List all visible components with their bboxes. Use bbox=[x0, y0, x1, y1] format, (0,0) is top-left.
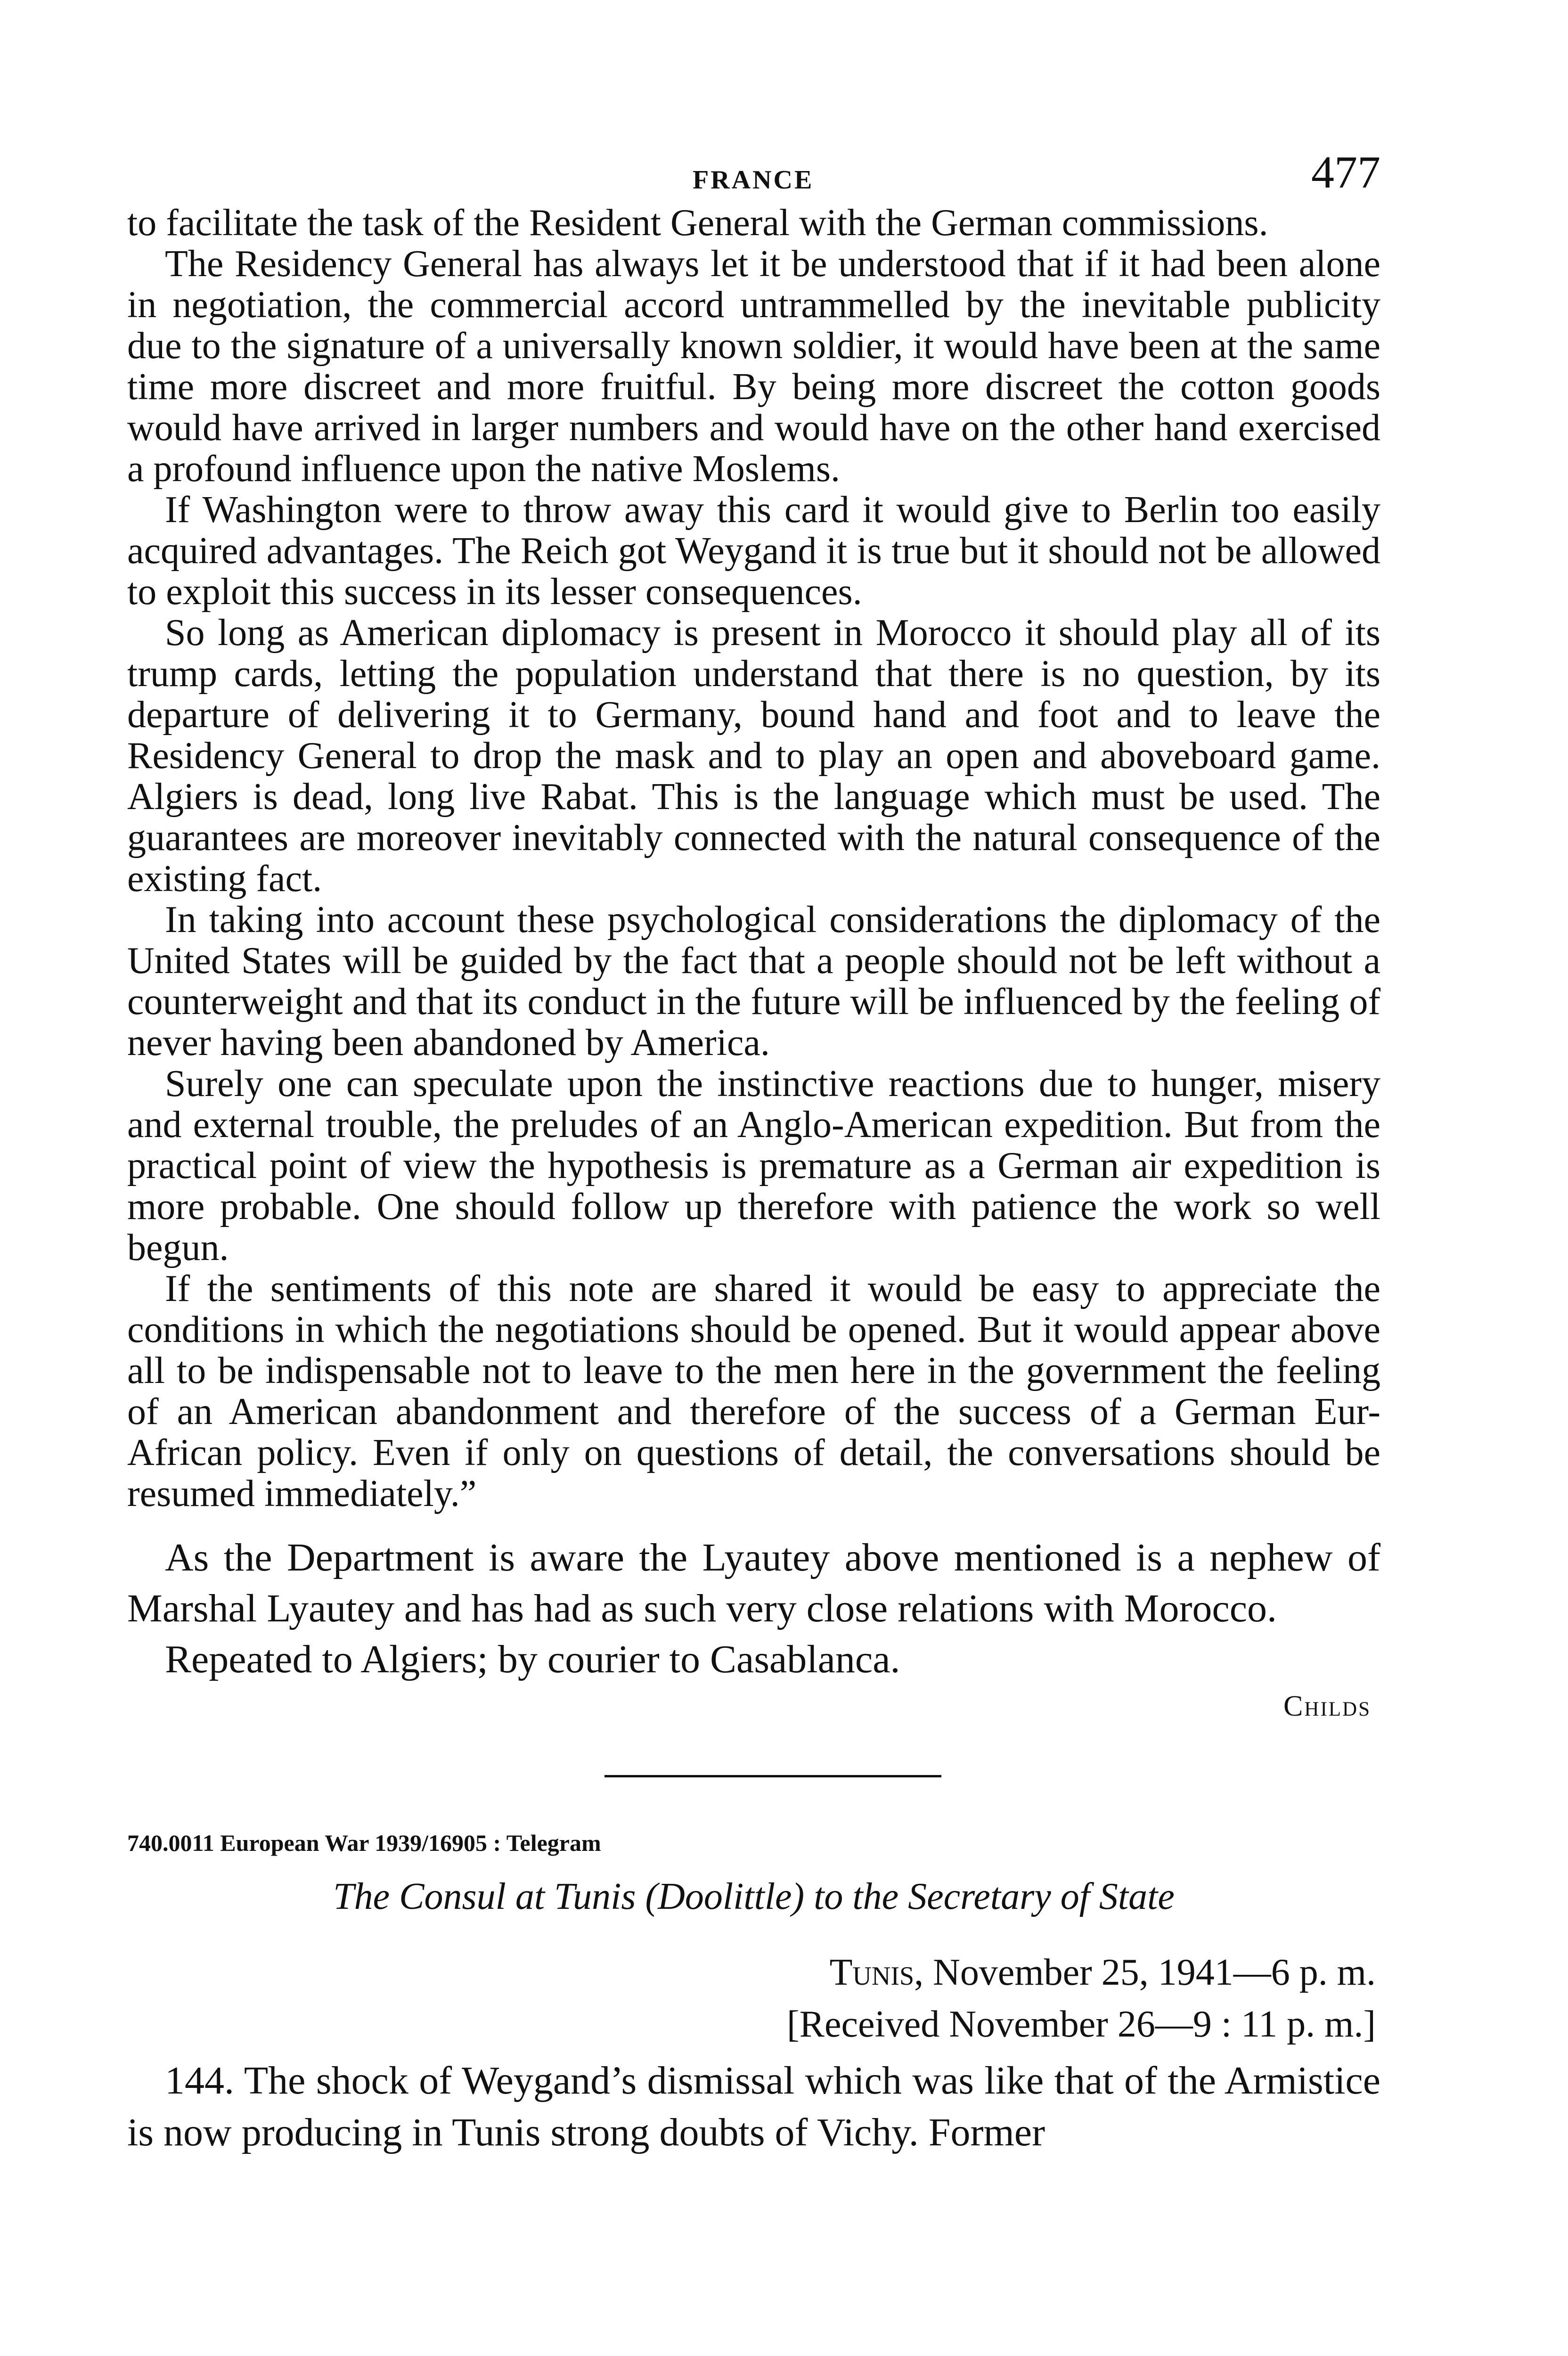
running-header bbox=[127, 146, 1380, 203]
paragraph: Repeated to Algiers; by courier to Casablanca. bbox=[165, 1637, 900, 1681]
page-number: 477 bbox=[1311, 147, 1380, 198]
quoted-text bbox=[127, 203, 1380, 1514]
paragraph: Surely one can speculate upon the instinctive reactions due to hunger, misery and external trouble, the preludes of an Anglo-American expedition. But from the practical point of view the hypothesis is premature as a German air expedition is more probable. One should follow up therefore with patience the work so well begun. bbox=[127, 1063, 1380, 1268]
paragraph: 144. The shock of Weygand’s dismissal which was like that of the Armistice is now producing in Tunis strong doubts of Vichy. Former bbox=[127, 2059, 1380, 2154]
paragraph: The Residency General has always let it be understood that if it had been alone in negotiation, the commercial accord untrammelled by the inevitable publicity due to the signature of a universally known soldier, it would have been at the same time more discreet and more fruitful. By being more discreet the cotton goods would have arrived in larger numbers and would have on the other hand exercised a profound influence upon the native Moslems. bbox=[127, 243, 1380, 490]
dateline-received: [Received November 26—9 : 11 p. m.] bbox=[786, 2004, 1376, 2045]
section-divider bbox=[604, 1775, 941, 1777]
paragraph: In taking into account these psychological considerations the diplomacy of the United States will be guided by the fact that a people should not be left without a counterweight and that its conduct in the future will be influenced by the feeling of never having been abandoned by America. bbox=[127, 899, 1380, 1063]
paragraph: So long as American diplomacy is present in Morocco it should play all of its trump cards, letting the population understand that there is no question, by its departure of delivering it to Germany, bound hand and foot and to leave the Residency General to drop the mask and to play an open and aboveboard game. Algiers is dead, long live Rabat. This is the language which must be used. The guarantees are moreover inevitably connected with the natural consequence of the existing fact. bbox=[127, 612, 1380, 900]
dateline-place: Tunis bbox=[829, 1952, 915, 1993]
dateline-sent bbox=[127, 1947, 1376, 1998]
file-reference: 740.0011 European War 1939/16905 : Telegram bbox=[127, 1830, 601, 1856]
closing-text bbox=[127, 1532, 1380, 1685]
section-title: FRANCE bbox=[693, 165, 814, 195]
paragraph: As the Department is aware the Lyautey above mentioned is a nephew of Marshal Lyautey and has had as such very close relations with Morocco. bbox=[127, 1536, 1380, 1630]
paragraph: If Washington were to throw away this card it would give to Berlin too easily acquired advantages. The Reich got Weygand it is true but it should not be allowed to exploit this success in its lesser consequences. bbox=[127, 489, 1380, 613]
telegram-body bbox=[127, 2055, 1380, 2159]
document-page bbox=[127, 146, 1380, 2159]
paragraph: If the sentiments of this note are shared it would be easy to appreciate the conditions in which the negotiations should be opened. But it would appear above all to be indispensable not to leave to the men here in the government the feeling of an American abandonment and therefore of the success of a German Eur-African policy. Even if only on questions of detail, the conversations should be resumed immediately.” bbox=[127, 1268, 1380, 1514]
dateline-date: , November 25, 1941—6 p. m. bbox=[914, 1952, 1376, 1993]
paragraph: to facilitate the task of the Resident General with the German commissions. bbox=[127, 202, 1268, 244]
document-title: The Consul at Tunis (Doolittle) to the Secretary of State bbox=[333, 1876, 1175, 1917]
signature: Childs bbox=[1283, 1690, 1371, 1722]
dateline bbox=[127, 1947, 1380, 2050]
